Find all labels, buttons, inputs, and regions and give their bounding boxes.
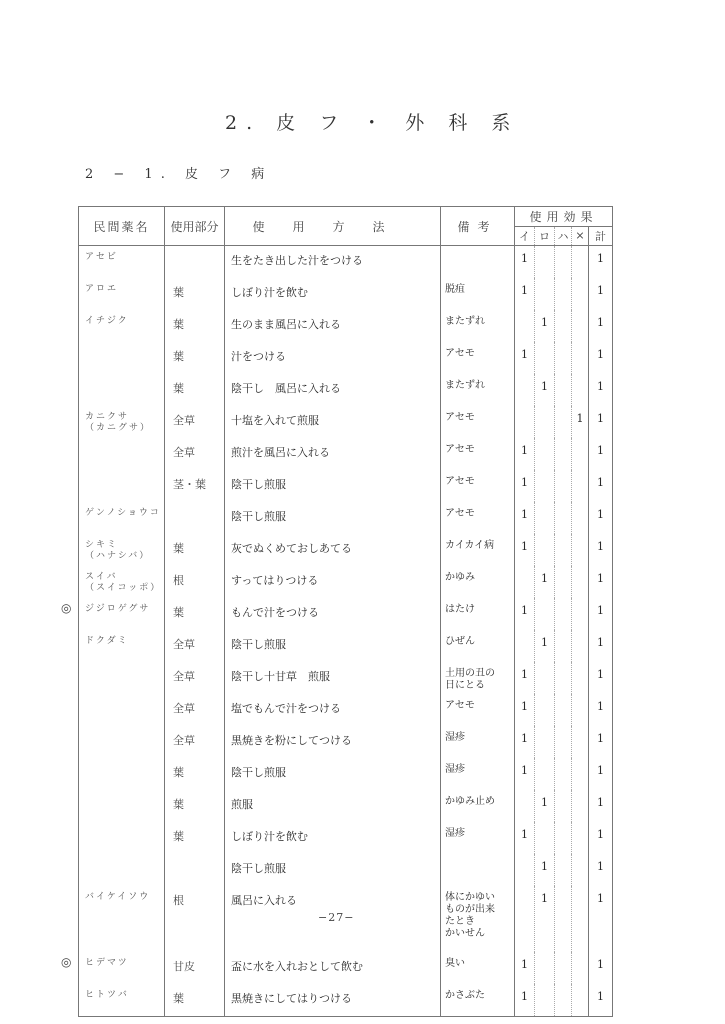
cell-total: 1 [589, 886, 613, 952]
remarks-line: アセモ [445, 348, 475, 359]
cell-effect-i: 1 [515, 342, 535, 374]
header-total: 計 [589, 226, 613, 246]
cell-effect-ha [555, 886, 572, 952]
remarks-line: 土用の丑の [445, 668, 495, 679]
cell-usage-method: 黒焼きにしてはりつける [225, 984, 441, 1017]
cell-total: 1 [589, 726, 613, 758]
table-row [79, 278, 613, 310]
header-effect-i: イ [515, 226, 535, 246]
cell-part-used: 根 [165, 566, 225, 598]
cell-total: 1 [589, 630, 613, 662]
folk-medicine-table [61, 206, 613, 1017]
cell-remarks [441, 374, 515, 406]
remarks-line: アセモ [445, 412, 475, 423]
cell-remarks [441, 246, 515, 279]
cell-usage-method: 汁をつける [225, 342, 441, 374]
cell-effect-x [572, 854, 589, 886]
header-effect-group: 使用効果 [515, 207, 613, 227]
cell-effect-ha [555, 984, 572, 1017]
cell-folk-medicine-name [79, 630, 165, 662]
cell-part-used: 全草 [165, 630, 225, 662]
remarks-line: たとき [445, 916, 475, 927]
cell-effect-x [572, 758, 589, 790]
cell-remarks [441, 278, 515, 310]
cell-effect-x [572, 470, 589, 502]
cell-effect-x [572, 502, 589, 534]
cell-folk-medicine-name [79, 534, 165, 566]
remarks-line: アセモ [445, 444, 475, 455]
cell-folk-medicine-name [79, 438, 165, 470]
cell-part-used: 葉 [165, 310, 225, 342]
cell-part-used: 全草 [165, 662, 225, 694]
cell-effect-x [572, 822, 589, 854]
table-row [79, 534, 613, 566]
page-title: 2. 皮 フ ・ 外 科 系 [225, 112, 520, 134]
cell-part-used [165, 246, 225, 279]
cell-folk-medicine-name [79, 310, 165, 342]
name-line: アロエ [85, 284, 119, 294]
cell-folk-medicine-name [61, 598, 165, 630]
name-line: （ハナシバ） [85, 551, 151, 561]
cell-effect-x [572, 438, 589, 470]
cell-remarks [441, 952, 515, 984]
remarks-line: またずれ [445, 316, 485, 327]
name-wrap [85, 636, 164, 647]
cell-folk-medicine-name [79, 278, 165, 310]
cell-effect-i [515, 374, 535, 406]
cell-remarks [441, 822, 515, 854]
cell-part-used: 全草 [165, 726, 225, 758]
cell-total: 1 [589, 438, 613, 470]
cell-total: 1 [589, 470, 613, 502]
table-row [79, 984, 613, 1017]
cell-total: 1 [589, 342, 613, 374]
cell-effect-ha [555, 534, 572, 566]
cell-effect-ro [535, 342, 555, 374]
cell-usage-method: 盃に水を入れおとして飲む [225, 952, 441, 984]
cell-remarks [441, 310, 515, 342]
cell-effect-ro [535, 534, 555, 566]
cell-part-used: 全草 [165, 406, 225, 438]
double-circle-mark-icon: ◎ [61, 601, 74, 615]
cell-part-used: 茎・葉 [165, 470, 225, 502]
cell-effect-i: 1 [515, 726, 535, 758]
cell-total: 1 [589, 984, 613, 1017]
cell-effect-x [572, 534, 589, 566]
cell-effect-i: 1 [515, 822, 535, 854]
cell-part-used: 全草 [165, 694, 225, 726]
page-number: −27− [318, 911, 355, 924]
table-row [79, 246, 613, 279]
cell-usage-method: 煎汁を風呂に入れる [225, 438, 441, 470]
cell-effect-ro [535, 952, 555, 984]
cell-effect-x [572, 246, 589, 279]
cell-folk-medicine-name [79, 502, 165, 534]
cell-usage-method: 黒焼きを粉にしてつける [225, 726, 441, 758]
cell-effect-ha [555, 758, 572, 790]
cell-remarks [441, 470, 515, 502]
cell-effect-x [572, 566, 589, 598]
cell-effect-i: 1 [515, 952, 535, 984]
cell-usage-method: しぼり汁を飲む [225, 278, 441, 310]
cell-remarks [441, 854, 515, 886]
cell-total: 1 [589, 278, 613, 310]
cell-effect-ro: 1 [535, 886, 555, 952]
table-body [61, 246, 613, 1017]
remarks-line: 湿疹 [445, 828, 465, 839]
name-wrap [85, 990, 164, 1001]
cell-effect-i [515, 886, 535, 952]
cell-total: 1 [589, 758, 613, 790]
cell-effect-i: 1 [515, 534, 535, 566]
table-row [79, 694, 613, 726]
name-line: （カニグサ） [85, 423, 152, 433]
cell-effect-ha [555, 566, 572, 598]
cell-effect-i [515, 790, 535, 822]
cell-effect-ro [535, 758, 555, 790]
cell-effect-ha [555, 374, 572, 406]
remarks-line: かゆみ止め [445, 796, 495, 807]
cell-effect-ro [535, 822, 555, 854]
table-row [79, 406, 613, 438]
cell-effect-i: 1 [515, 598, 535, 630]
cell-folk-medicine-name [79, 984, 165, 1017]
section-title: 2 − 1. 皮 フ 病 [85, 167, 273, 182]
remarks-line: 湿疹 [445, 764, 465, 775]
cell-total: 1 [589, 374, 613, 406]
cell-effect-ha [555, 438, 572, 470]
name-line: ジジロゲグサ [85, 604, 151, 614]
cell-effect-x [572, 374, 589, 406]
cell-total: 1 [589, 406, 613, 438]
cell-total: 1 [589, 566, 613, 598]
cell-remarks [441, 534, 515, 566]
header-effect-ro: ロ [535, 226, 555, 246]
name-line: ゲンノショウコ [85, 508, 161, 518]
cell-part-used: 全草 [165, 438, 225, 470]
name-line: （スイコッポ） [85, 583, 162, 593]
remarks-line: 日にとる [445, 680, 485, 691]
cell-effect-i: 1 [515, 246, 535, 279]
cell-part-used: 葉 [165, 822, 225, 854]
table-row [79, 662, 613, 694]
name-line: イチジク [85, 316, 129, 326]
cell-effect-ro [535, 278, 555, 310]
cell-total: 1 [589, 854, 613, 886]
name-wrap [85, 572, 164, 594]
name-line: ドクダミ [85, 636, 129, 646]
remarks-line: アセモ [445, 700, 475, 711]
cell-folk-medicine-name [79, 726, 165, 758]
cell-usage-method: 陰干し煎服 [225, 630, 441, 662]
cell-usage-method: 生をたき出した汁をつける [225, 246, 441, 279]
cell-effect-x [572, 886, 589, 952]
cell-effect-ha [555, 694, 572, 726]
header-effect-x: × [572, 226, 589, 246]
cell-effect-ha [555, 278, 572, 310]
cell-remarks [441, 598, 515, 630]
cell-effect-ro [535, 662, 555, 694]
cell-usage-method: 陰干し 風呂に入れる [225, 374, 441, 406]
cell-effect-ro: 1 [535, 854, 555, 886]
cell-part-used: 葉 [165, 342, 225, 374]
header-part-used: 使用部分 [165, 207, 225, 246]
table-row [79, 470, 613, 502]
cell-effect-ha [555, 854, 572, 886]
cell-total: 1 [589, 790, 613, 822]
cell-remarks [441, 886, 515, 952]
cell-remarks [441, 406, 515, 438]
table-row [79, 952, 613, 984]
cell-part-used: 葉 [165, 758, 225, 790]
cell-part-used: 葉 [165, 374, 225, 406]
cell-remarks [441, 694, 515, 726]
name-line: ヒトツバ [85, 990, 129, 1000]
cell-effect-ha [555, 598, 572, 630]
cell-folk-medicine-name [79, 470, 165, 502]
cell-remarks [441, 984, 515, 1017]
cell-effect-i [515, 310, 535, 342]
table-row [79, 566, 613, 598]
cell-total: 1 [589, 662, 613, 694]
cell-usage-method: 十塩を入れて煎服 [225, 406, 441, 438]
remarks-line: ひぜん [445, 636, 475, 647]
remarks-line: はたけ [445, 604, 475, 615]
cell-part-used: 葉 [165, 534, 225, 566]
cell-total: 1 [589, 502, 613, 534]
cell-effect-ro [535, 438, 555, 470]
cell-total: 1 [589, 310, 613, 342]
cell-effect-ro: 1 [535, 374, 555, 406]
cell-usage-method: 陰干し煎服 [225, 470, 441, 502]
cell-folk-medicine-name [79, 374, 165, 406]
cell-effect-ro: 1 [535, 630, 555, 662]
header-usage-method: 使用方法 [225, 207, 441, 246]
cell-effect-ha [555, 342, 572, 374]
name-wrap [85, 252, 164, 263]
cell-remarks [441, 790, 515, 822]
cell-effect-ha [555, 246, 572, 279]
cell-effect-ro: 1 [535, 310, 555, 342]
cell-effect-x [572, 598, 589, 630]
cell-total: 1 [589, 246, 613, 279]
cell-part-used: 根 [165, 886, 225, 952]
cell-effect-ro [535, 406, 555, 438]
table-row [79, 342, 613, 374]
cell-effect-i: 1 [515, 438, 535, 470]
cell-effect-i: 1 [515, 502, 535, 534]
name-wrap [85, 284, 164, 295]
table-row [79, 854, 613, 886]
cell-effect-x: 1 [572, 406, 589, 438]
cell-effect-ha [555, 502, 572, 534]
cell-effect-i: 1 [515, 758, 535, 790]
remarks-line: かいせん [445, 928, 485, 939]
cell-effect-x [572, 952, 589, 984]
remarks-line: アセモ [445, 508, 475, 519]
cell-effect-i [515, 630, 535, 662]
cell-usage-method: すってはりつける [225, 566, 441, 598]
cell-folk-medicine-name [79, 246, 165, 279]
cell-effect-ha [555, 662, 572, 694]
cell-remarks [441, 342, 515, 374]
remarks-line: 臭い [445, 958, 465, 969]
cell-effect-x [572, 694, 589, 726]
cell-effect-ha [555, 726, 572, 758]
cell-folk-medicine-name [79, 854, 165, 886]
cell-effect-x [572, 630, 589, 662]
cell-part-used: 葉 [165, 984, 225, 1017]
cell-effect-ha [555, 406, 572, 438]
cell-part-used [165, 502, 225, 534]
remarks-line: カイカイ病 [445, 540, 495, 551]
remarks-line: ものが出来 [445, 904, 495, 915]
table-row [79, 822, 613, 854]
cell-usage-method: 陰干し煎服 [225, 854, 441, 886]
cell-folk-medicine-name [79, 790, 165, 822]
name-wrap [85, 412, 164, 434]
name-line: ヒデマツ [85, 958, 129, 968]
cell-effect-x [572, 984, 589, 1017]
cell-effect-i: 1 [515, 984, 535, 1017]
cell-effect-x [572, 662, 589, 694]
cell-folk-medicine-name [79, 886, 165, 952]
remarks-line: かさぶた [445, 990, 485, 1001]
cell-usage-method: しぼり汁を飲む [225, 822, 441, 854]
name-wrap [85, 540, 164, 562]
cell-folk-medicine-name [79, 758, 165, 790]
cell-usage-method: 生のまま風呂に入れる [225, 310, 441, 342]
name-line: アセビ [85, 252, 118, 262]
name-line: カニクサ [85, 412, 130, 422]
table-row [79, 374, 613, 406]
remarks-line: 体にかゆい [445, 892, 495, 903]
table-row [79, 790, 613, 822]
cell-usage-method: 灰でぬくめておしあてる [225, 534, 441, 566]
cell-effect-i [515, 406, 535, 438]
header-remarks: 備考 [441, 207, 515, 246]
table-row [79, 758, 613, 790]
cell-effect-ha [555, 470, 572, 502]
table-row [79, 630, 613, 662]
cell-effect-ro [535, 246, 555, 279]
cell-part-used: 甘皮 [165, 952, 225, 984]
cell-effect-ro [535, 726, 555, 758]
cell-effect-ha [555, 822, 572, 854]
cell-remarks [441, 662, 515, 694]
table-row [79, 502, 613, 534]
cell-remarks [441, 566, 515, 598]
cell-remarks [441, 502, 515, 534]
cell-usage-method: 陰干し煎服 [225, 758, 441, 790]
cell-effect-ro [535, 984, 555, 1017]
cell-remarks [441, 630, 515, 662]
name-wrap [85, 892, 164, 903]
cell-effect-x [572, 342, 589, 374]
remarks-line: 脱疽 [445, 284, 465, 295]
cell-folk-medicine-name [79, 342, 165, 374]
cell-part-used: 葉 [165, 598, 225, 630]
cell-effect-ro [535, 694, 555, 726]
double-circle-mark-icon: ◎ [61, 955, 74, 969]
cell-folk-medicine-name [61, 952, 165, 984]
cell-usage-method: 煎服 [225, 790, 441, 822]
cell-effect-ro: 1 [535, 566, 555, 598]
cell-effect-i [515, 566, 535, 598]
name-wrap [85, 316, 164, 327]
name-line: バイケイソウ [85, 892, 151, 902]
cell-effect-x [572, 726, 589, 758]
cell-effect-ha [555, 310, 572, 342]
table-row [79, 310, 613, 342]
cell-part-used: 葉 [165, 790, 225, 822]
cell-effect-x [572, 278, 589, 310]
name-line: スイバ [85, 572, 118, 582]
cell-effect-i: 1 [515, 662, 535, 694]
name-line: シキミ [85, 540, 119, 550]
cell-part-used: 葉 [165, 278, 225, 310]
cell-remarks [441, 438, 515, 470]
cell-effect-i: 1 [515, 470, 535, 502]
cell-effect-ha [555, 790, 572, 822]
cell-remarks [441, 758, 515, 790]
cell-effect-ro [535, 502, 555, 534]
table-row [79, 598, 613, 630]
name-wrap [61, 955, 164, 969]
cell-effect-x [572, 790, 589, 822]
header-folk-medicine-name: 民間薬名 [79, 207, 165, 246]
cell-total: 1 [589, 952, 613, 984]
remarks-line: かゆみ [445, 572, 475, 583]
cell-total: 1 [589, 598, 613, 630]
cell-usage-method: 陰干し煎服 [225, 502, 441, 534]
name-wrap [61, 601, 164, 615]
cell-part-used [165, 854, 225, 886]
cell-usage-method: もんで汁をつける [225, 598, 441, 630]
cell-folk-medicine-name [79, 566, 165, 598]
cell-effect-ha [555, 952, 572, 984]
cell-effect-ro: 1 [535, 790, 555, 822]
cell-total: 1 [589, 822, 613, 854]
cell-remarks [441, 726, 515, 758]
cell-folk-medicine-name [79, 822, 165, 854]
cell-effect-i: 1 [515, 278, 535, 310]
cell-effect-ro [535, 598, 555, 630]
remarks-line: アセモ [445, 476, 475, 487]
cell-effect-ro [535, 470, 555, 502]
remarks-line: またずれ [445, 380, 485, 391]
cell-total: 1 [589, 694, 613, 726]
name-wrap [85, 508, 164, 519]
cell-effect-i: 1 [515, 694, 535, 726]
remarks-line: 湿疹 [445, 732, 465, 743]
cell-folk-medicine-name [79, 406, 165, 438]
table-row [79, 438, 613, 470]
cell-usage-method: 陰干し十甘草 煎服 [225, 662, 441, 694]
cell-effect-ha [555, 630, 572, 662]
cell-folk-medicine-name [79, 662, 165, 694]
header-effect-ha: ハ [555, 226, 572, 246]
table-row [79, 726, 613, 758]
cell-effect-x [572, 310, 589, 342]
cell-folk-medicine-name [79, 694, 165, 726]
cell-total: 1 [589, 534, 613, 566]
cell-usage-method: 風呂に入れる [225, 886, 441, 952]
cell-effect-i [515, 854, 535, 886]
cell-usage-method: 塩でもんで汁をつける [225, 694, 441, 726]
